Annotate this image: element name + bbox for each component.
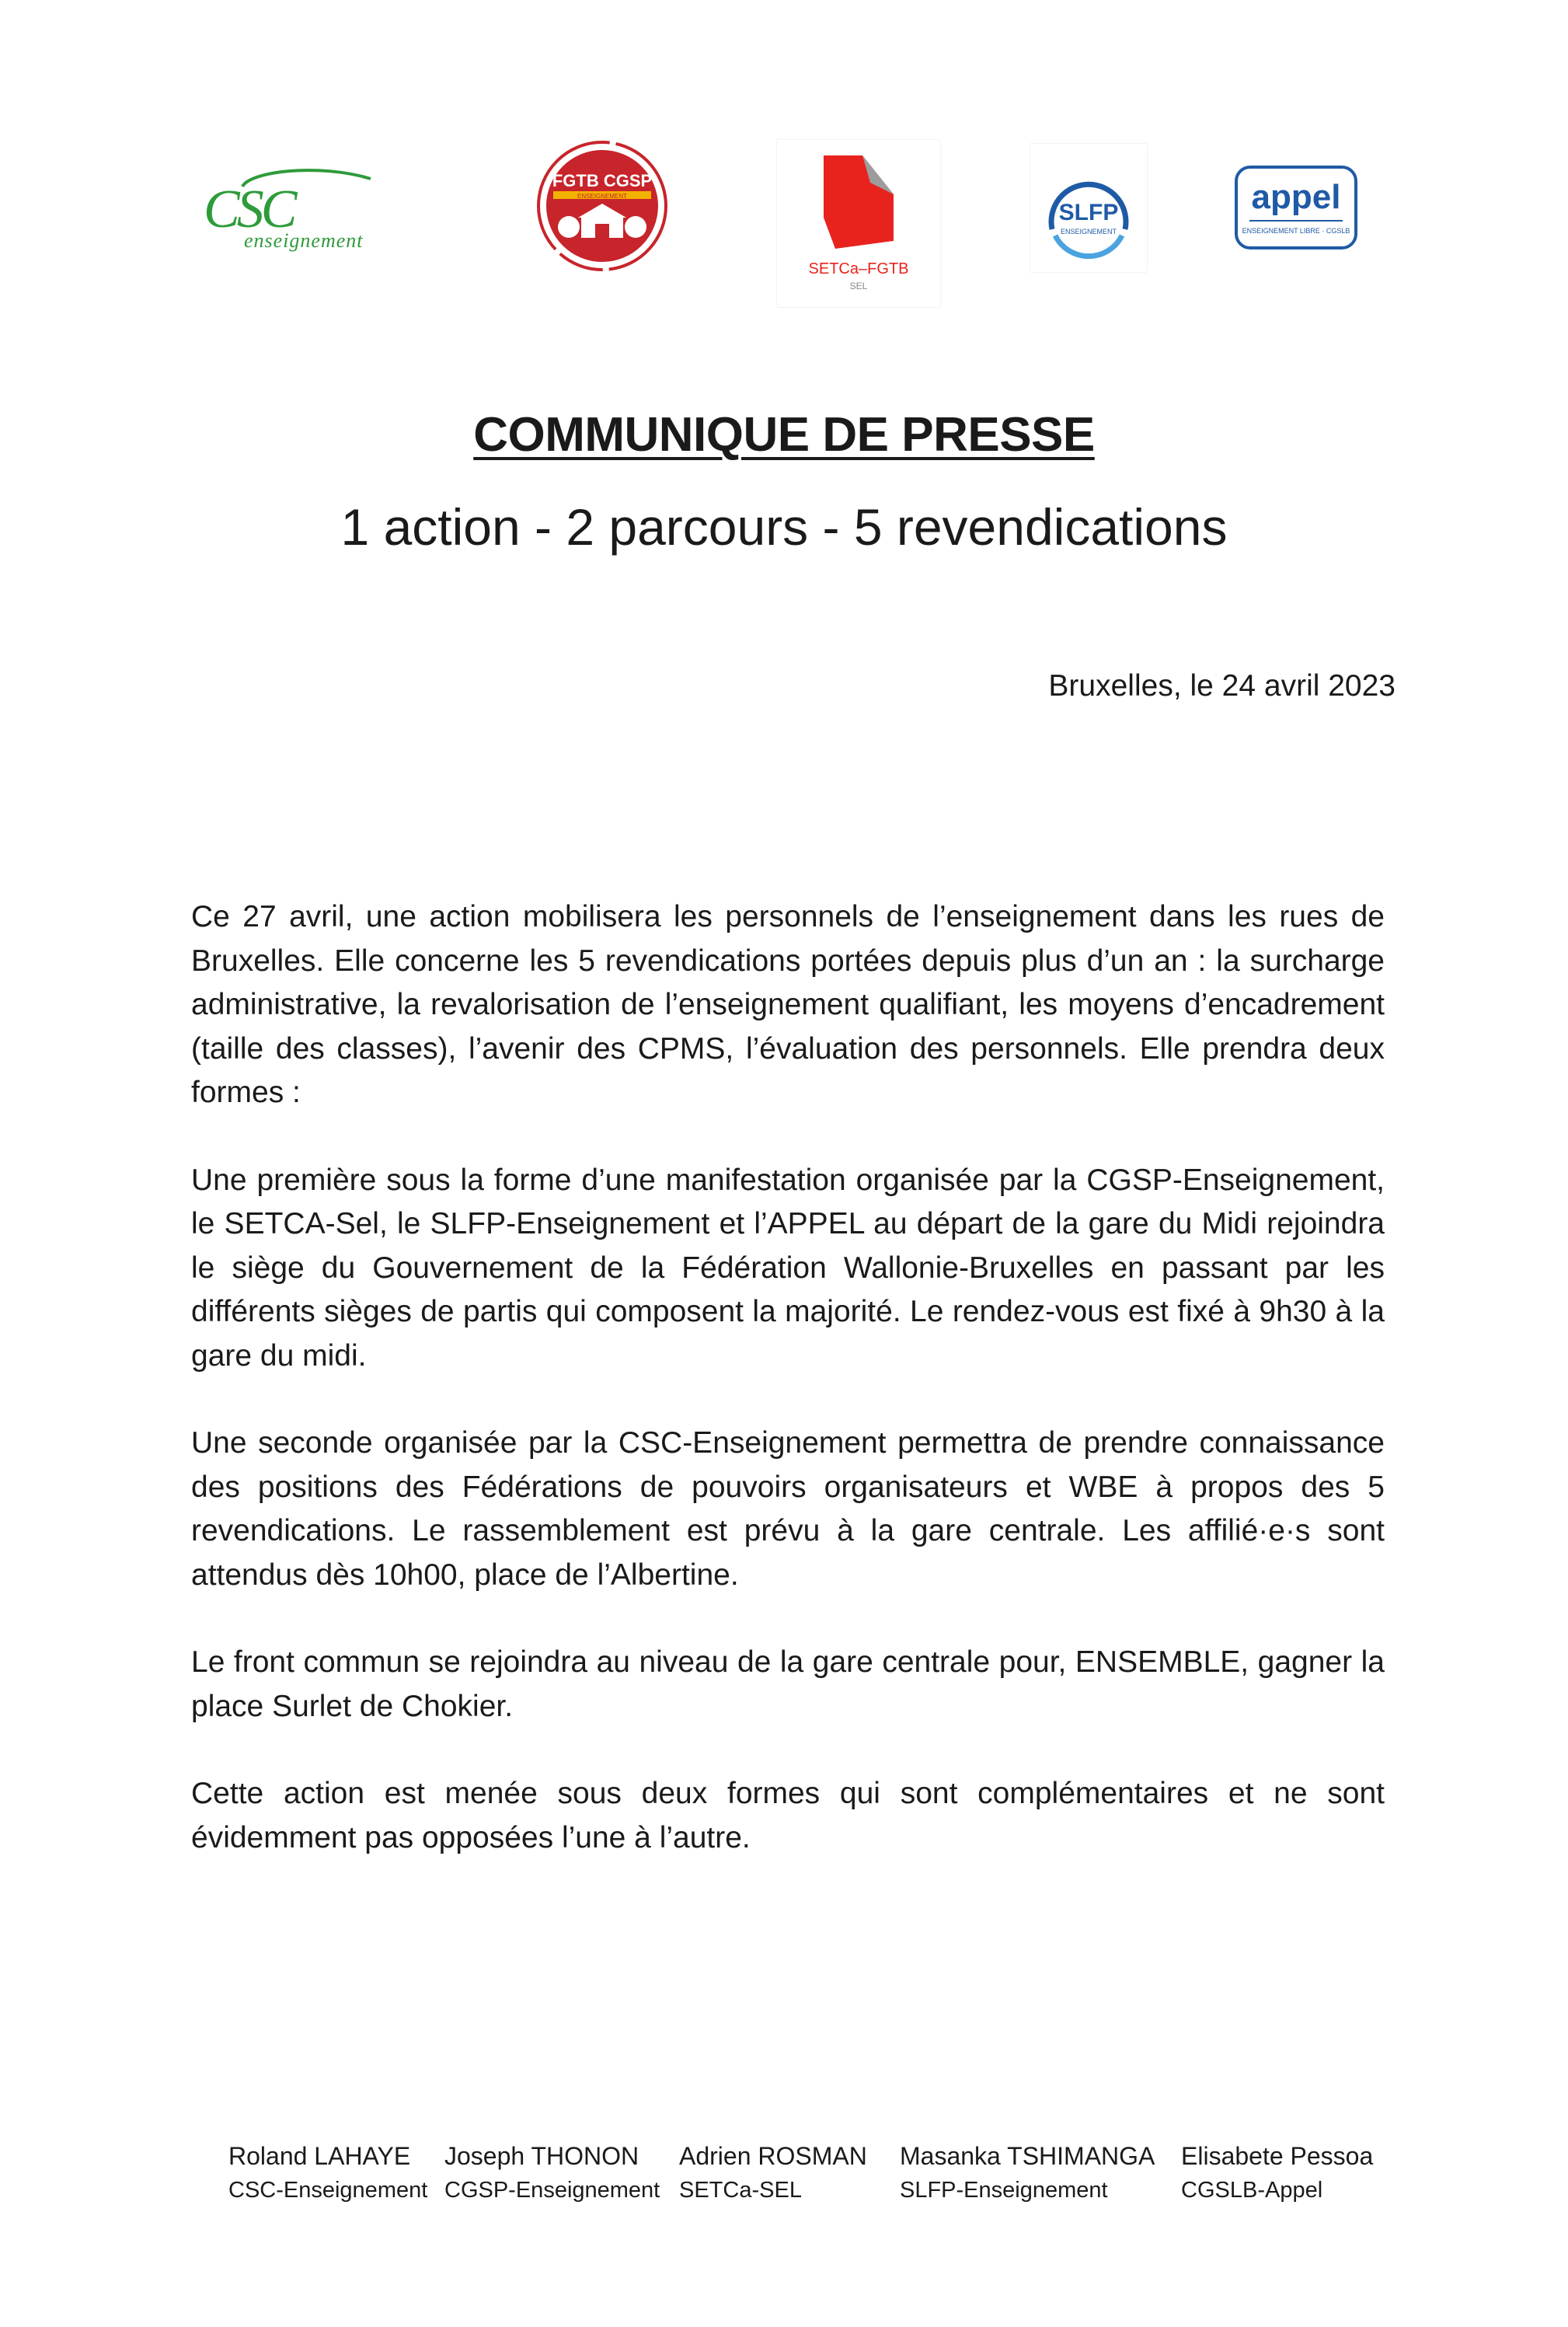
paragraph-common-front: Le front commun se rejoindra au niveau de la gare centrale pour, ENSEMBLE, gagner la place Surlet de Chokier.	[191, 1645, 1385, 1723]
signatory-org: CGSLB-Appel	[1181, 2178, 1323, 2203]
signature-cgsp	[444, 2139, 660, 2207]
signatory-name: Roland LAHAYE	[228, 2142, 411, 2170]
paragraph-second-route: Une seconde organisée par la CSC-Enseignement permettra de prendre connaissance des positions des Fédérations de pouvoirs organisateurs et WBE à propos des 5 revendications. Le rassemblement est prévu à la gare centrale. Les affilié·e·s sont attendus dès 10h00, place de l’Albertine.	[191, 1426, 1385, 1592]
svg-text:ENSEIGNEMENT LIBRE · CGSLB: ENSEIGNEMENT LIBRE · CGSLB	[1242, 227, 1350, 235]
date-line: Bruxelles, le 24 avril 2023	[1048, 669, 1396, 703]
csc-enseignement-logo	[196, 163, 382, 264]
press-subtitle: 1 action - 2 parcours - 5 revendications	[340, 498, 1228, 556]
svg-text:CSC: CSC	[204, 180, 294, 239]
signature-setca	[679, 2139, 867, 2207]
press-heading	[0, 404, 1568, 558]
paragraph-conclusion: Cette action est menée sous deux formes qui sont complémentaires et ne sont évidemment pas opposées l’une à l’autre.	[191, 1777, 1385, 1854]
signatory-org: SLFP-Enseignement	[900, 2178, 1108, 2203]
appel-cgslb-logo	[1234, 165, 1358, 250]
svg-text:ENSEIGNEMENT: ENSEIGNEMENT	[577, 193, 628, 200]
logo-row	[0, 140, 1568, 326]
setca-fgtb-logo	[777, 140, 940, 307]
svg-text:FGTB CGSP: FGTB CGSP	[552, 171, 653, 190]
signature-appel	[1181, 2139, 1373, 2207]
slfp-enseignement-logo	[1030, 144, 1147, 272]
paragraph-first-route: Une première sous la forme d’une manifestation organisée par la CGSP-Enseignement, le SETCA-Sel, le SLFP-Enseignement et l’APPEL au départ de la gare du Midi rejoindra le siège du Gouvernement de la Fédération Wallonie-Bruxelles en passant par les différents sièges de partis qui composent la majorité. Le rendez-vous est fixé à 9h30 à la gare du midi.	[191, 1163, 1385, 1373]
signatory-org: CGSP-Enseignement	[444, 2178, 660, 2203]
svg-text:SETCa–FGTB: SETCa–FGTB	[808, 260, 909, 277]
paragraph-intro: Ce 27 avril, une action mobilisera les personnels de l’enseignement dans les rues de Bruxelles. Elle concerne les 5 revendications portées depuis plus d’un an : la surcharge administrative, la revalorisation de l’enseignement qualifiant, les moyens d’encadrement (taille des classes), l’avenir des CPMS, l’évaluation des personnels. Elle prendra deux formes :	[191, 900, 1385, 1109]
signature-block	[227, 2139, 1392, 2217]
press-body	[191, 895, 1385, 1903]
svg-text:SEL: SEL	[849, 281, 868, 291]
svg-text:ENSEIGNEMENT: ENSEIGNEMENT	[1060, 228, 1117, 235]
svg-text:enseignement: enseignement	[244, 229, 364, 252]
signatory-name: Joseph THONON	[444, 2142, 639, 2170]
signatory-org: SETCa-SEL	[679, 2178, 802, 2203]
signature-slfp	[900, 2139, 1155, 2207]
signatory-name: Masanka TSHIMANGA	[900, 2142, 1155, 2170]
fgtb-cgsp-logo	[536, 140, 668, 272]
svg-text:SLFP: SLFP	[1058, 200, 1119, 225]
signature-csc	[228, 2139, 427, 2207]
signatory-name: Elisabete Pessoa	[1181, 2142, 1374, 2170]
signatory-org: CSC-Enseignement	[228, 2178, 428, 2203]
press-title: COMMUNIQUE DE PRESSE	[473, 408, 1095, 462]
svg-text:appel: appel	[1251, 178, 1341, 216]
signatory-name: Adrien ROSMAN	[679, 2142, 867, 2170]
